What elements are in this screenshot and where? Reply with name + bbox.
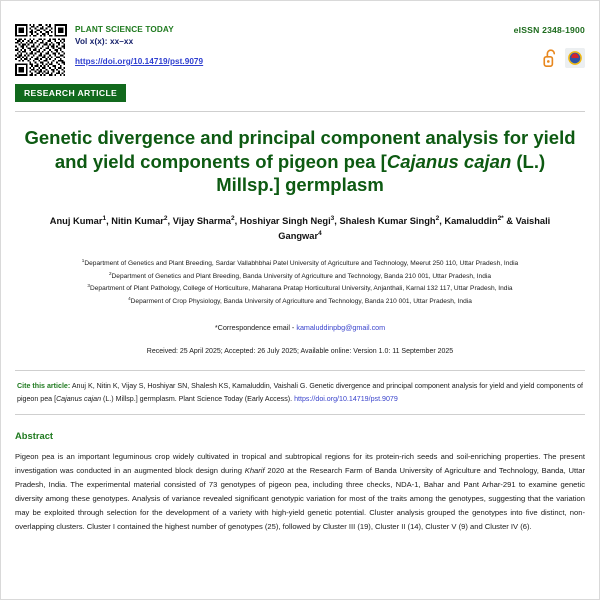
author-separator: & (503, 216, 516, 227)
journal-name: PLANT SCIENCE TODAY (75, 25, 174, 34)
page-title (21, 126, 579, 197)
author-affiliation-marker: 4 (318, 229, 322, 237)
journal-volume: Vol x(x): xx–xx (75, 36, 134, 46)
abstract-heading: Abstract (15, 429, 54, 441)
author-affiliation-marker: 2 (435, 214, 440, 222)
affiliation-marker: 1 (81, 257, 85, 263)
author-list (39, 214, 561, 244)
author-name: Nitin Kumar (111, 216, 164, 227)
affiliation-marker: 4 (128, 296, 131, 302)
citation-block (15, 370, 585, 415)
author-separator: , (334, 216, 340, 227)
citation-label: Cite this article: (17, 382, 71, 391)
citation-text (17, 380, 583, 405)
affiliation-item (17, 271, 583, 284)
author-item (50, 216, 111, 226)
journal-badge-icon[interactable] (565, 48, 585, 68)
author-affiliation-marker: 2 (163, 214, 168, 222)
affiliation-text: Department of Genetics and Plant Breeding, Sardar Vallabhbhai Patel University of Agriculture and Technology, Meerut 250 110, Uttar Pradesh, India (84, 259, 519, 267)
abstract-part1: Pigeon pea is an important leguminous crop widely cultivated in tropical and subtropical regions for its protein-rich seeds and soil-enriching properties. The present investigation was conducted in an augmented block design during (15, 451, 585, 475)
author-affiliation-marker: 1 (102, 214, 107, 222)
author-name: Shalesh Kumar Singh (339, 216, 436, 227)
affiliation-item (17, 258, 583, 271)
author-separator: , (106, 216, 112, 227)
abstract-part2: 2020 at the Research Farm of Banda University of Agriculture and Technology, Banda, Uttar Pradesh, India. The experimental material consisted of 73 genotypes of pigeon pea, including three checks, NDA-1, Bahar and Pant Arhar-291 to examine genetic diversity among these genotypes. Analysis of variance revealed significant genotypic variation for most of the traits among the genotypes, suggesting that the variation may be exploited through selection for the development of a variety with high-yield genetic potential. Cluster analysis grouped the genotypes into five distinct, non-overlapping clusters. Cluster I contained the highest number of genotypes (25), followed by Cluster III (19), Cluster II (14), Cluster V (9) and Cluster IV (6). (15, 466, 586, 532)
author-name: Anuj Kumar (49, 216, 103, 227)
abstract-body (15, 450, 585, 534)
open-lock-icon[interactable] (543, 48, 558, 68)
citation-doi-link[interactable]: https://doi.org/10.14719/pst.9079 (294, 394, 398, 403)
masthead (15, 1, 585, 76)
badge-row (514, 48, 585, 68)
title-part1: Genetic divergence and principal component analysis for yield and yield components of pigeon pea [ (24, 127, 576, 172)
journal-info (75, 23, 203, 71)
affiliation-text: Department of Genetics and Plant Breeding, Banda University of Agriculture and Technology, Banda 210 001, Uttar Pradesh, India (111, 272, 492, 280)
affiliation-marker: 2 (108, 270, 112, 276)
abstract-season-term: Kharif (244, 466, 265, 475)
citation-part2: (L.) Millsp.] germplasm. Plant Science Today (Early Access). (101, 394, 295, 403)
title-species: Cajanus cajan (386, 150, 512, 172)
publication-dates: Received: 25 April 2025; Accepted: 26 July 2025; Available online: Version 1.0: 11 September 2025 (146, 348, 454, 356)
masthead-divider (15, 111, 585, 112)
correspondence-email-link[interactable]: kamaluddinpbg@gmail.com (296, 323, 386, 333)
correspondence-label: *Correspondence email - (214, 323, 295, 333)
masthead-right (514, 23, 585, 68)
qr-code-icon (15, 24, 67, 76)
affiliation-list (17, 258, 583, 309)
author-separator: , (234, 216, 240, 227)
author-affiliation-marker: 2* (497, 214, 504, 222)
affiliation-item (17, 283, 583, 296)
affiliation-text: Department of Plant Pathology, College of Horticulture, Maharana Pratap Horticultural University, Anjanthali, Karnal 132 117, Uttar Pradesh, India (89, 285, 513, 293)
author-name: Kamaluddin (444, 216, 498, 227)
author-item (339, 216, 444, 226)
author-separator: , (167, 216, 173, 227)
author-name: Vijay Sharma (172, 216, 231, 227)
journal-doi-link[interactable]: https://doi.org/10.14719/pst.9079 (75, 56, 204, 66)
author-affiliation-marker: 3 (330, 214, 335, 222)
correspondence-line (15, 323, 585, 332)
title-part2: (L.) Millsp.] germplasm (216, 150, 546, 196)
author-item (240, 216, 340, 226)
author-item-corresponding (444, 216, 515, 226)
affiliation-text: Deparment of Crop Physiology, Banda University of Agriculture and Technology, Banda 210 001, Uttar Pradesh, India (130, 298, 472, 306)
author-item (173, 216, 240, 226)
affiliation-marker: 3 (87, 283, 90, 289)
masthead-left (15, 23, 203, 76)
article-type-badge: RESEARCH ARTICLE (15, 84, 126, 102)
author-item (111, 216, 172, 226)
affiliation-item (17, 296, 583, 309)
citation-species: Cajanus cajan (56, 394, 102, 403)
author-separator: , (439, 216, 445, 227)
author-name: Hoshiyar Singh Negi (239, 216, 331, 227)
author-name: Vaishali Gangwar (278, 216, 551, 241)
citation-part1: Anuj K, Nitin K, Vijay S, Hoshiyar SN, Shalesh KS, Kamaluddin, Vaishali G. Genetic divergence and principal component analysis for yield and yield components of pigeon pea [ (17, 382, 584, 403)
author-affiliation-marker: 2 (230, 214, 235, 222)
eissn-label: eISSN 2348-1900 (513, 25, 585, 35)
